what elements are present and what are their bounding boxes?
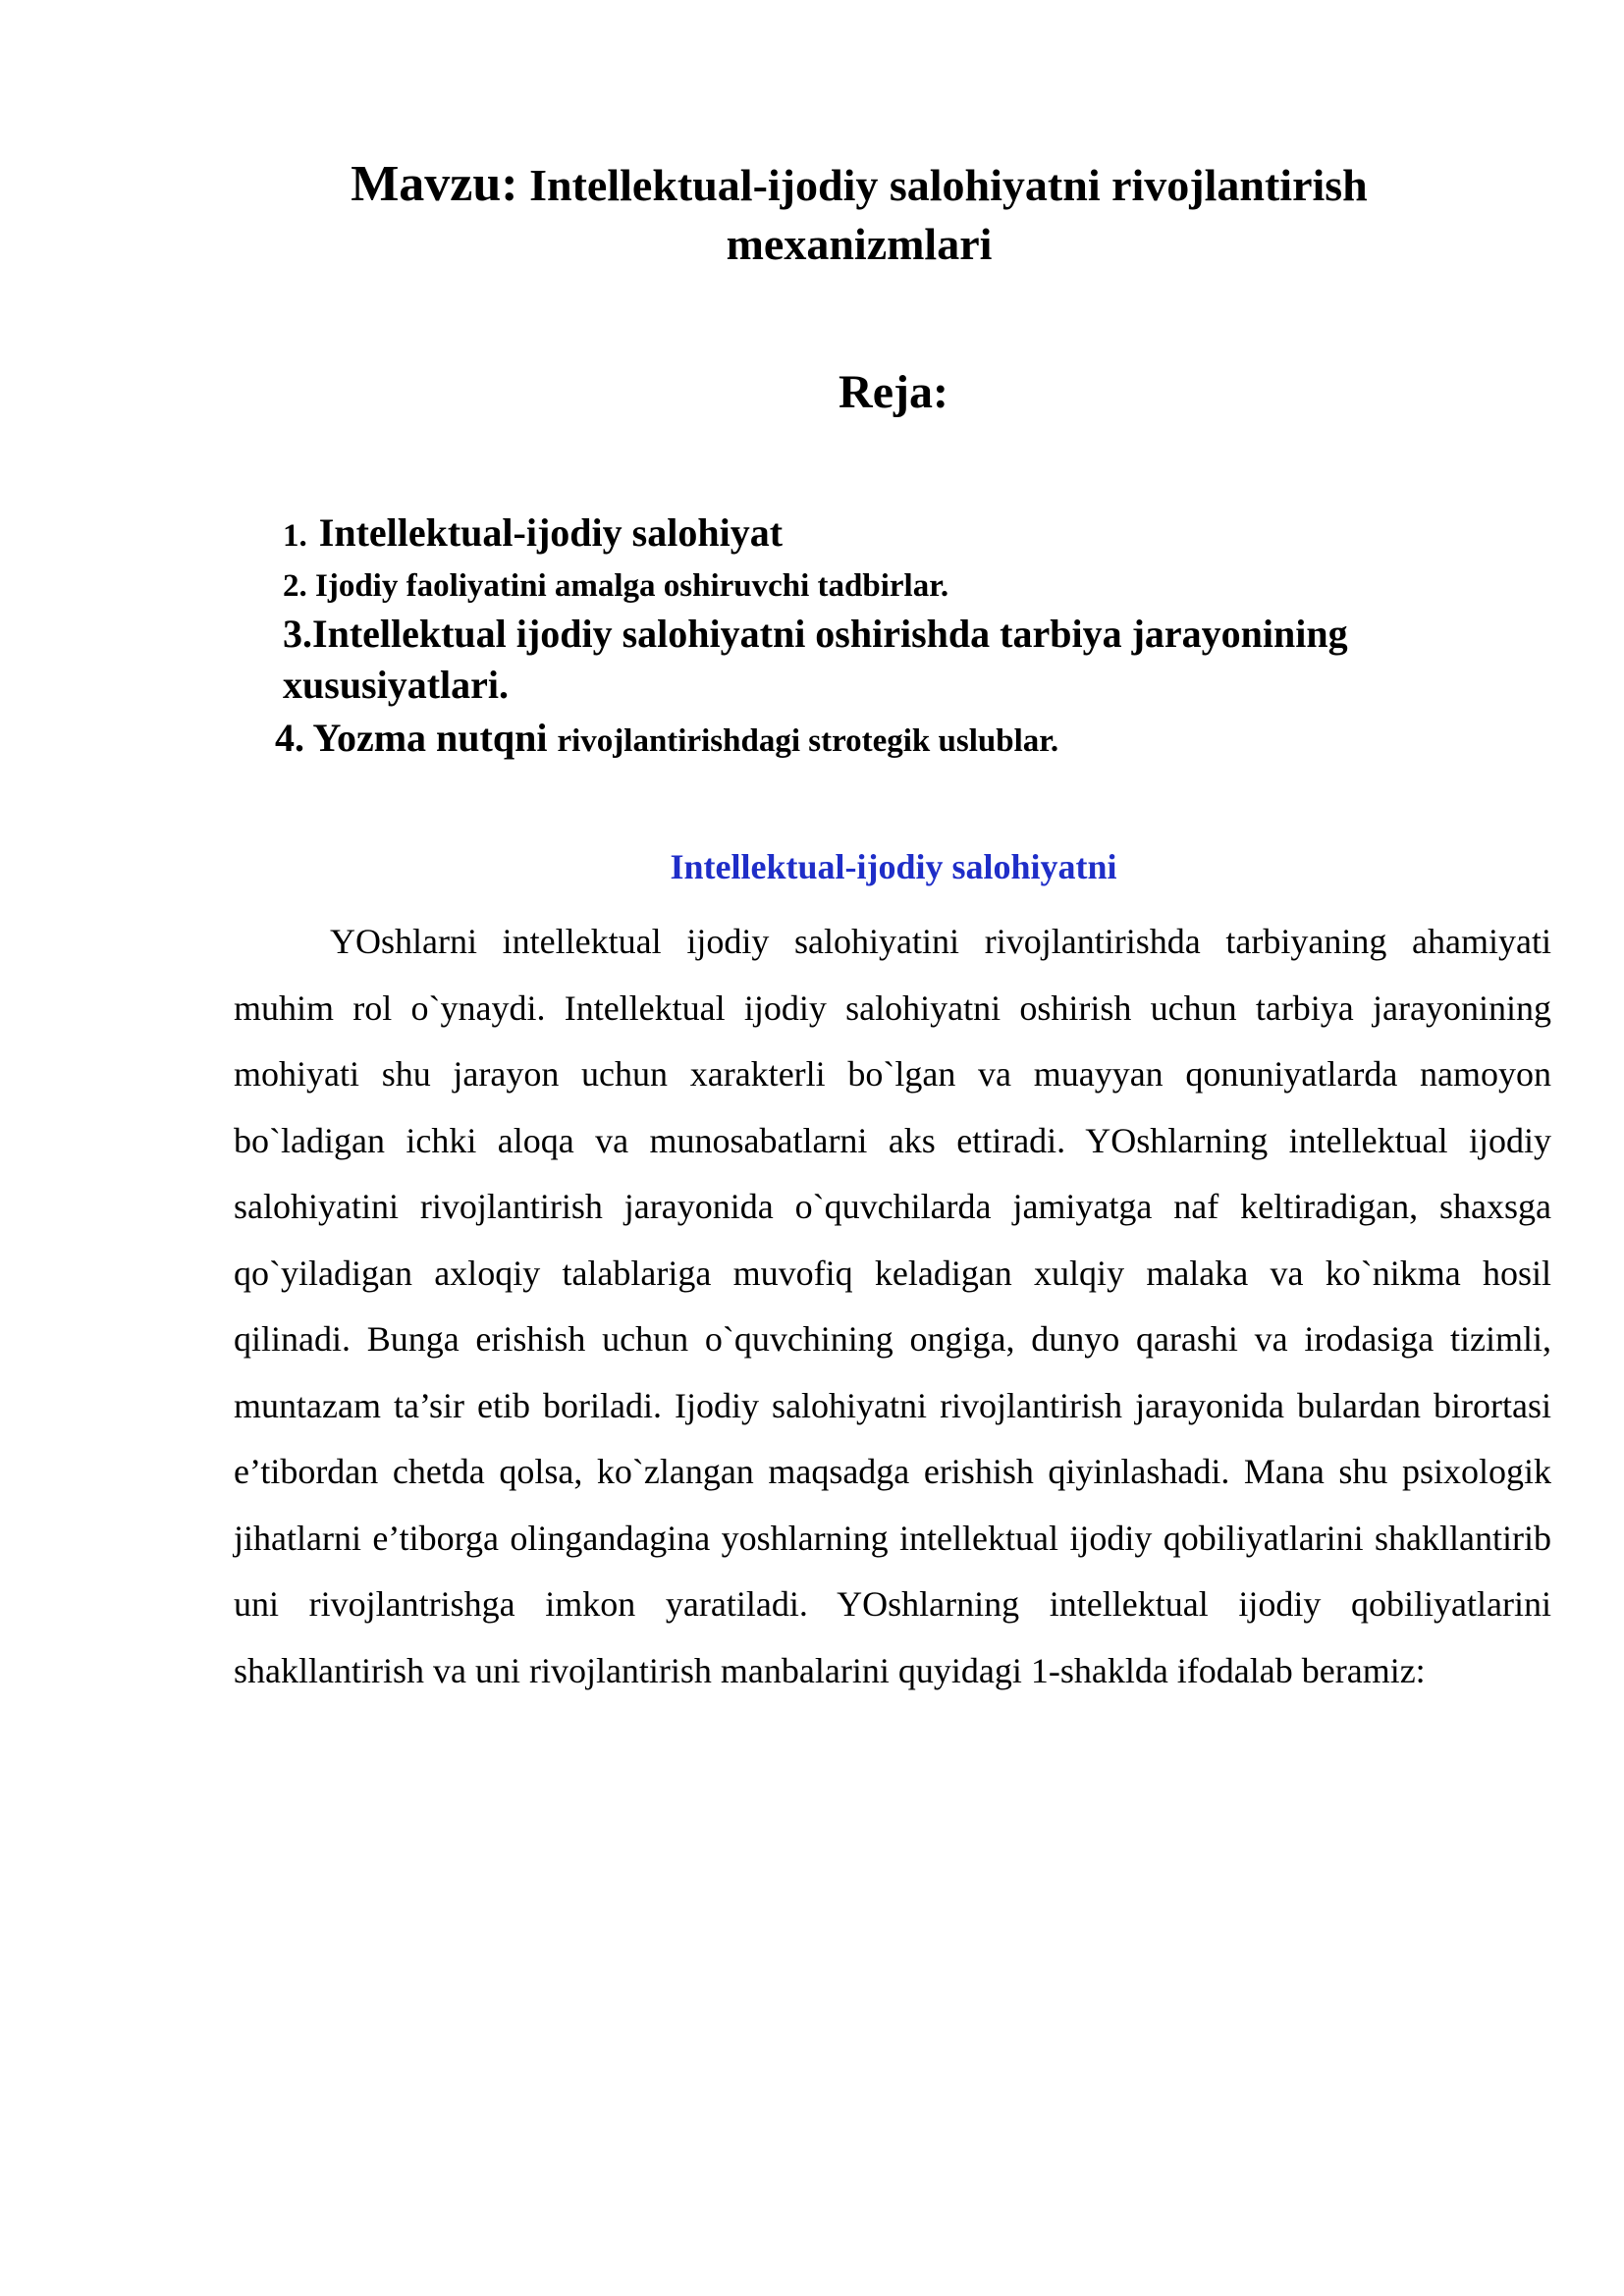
plan-item-4-text: rivojlantirishdagi strotegik uslublar. xyxy=(557,723,1059,759)
plan-item-1-number: 1. xyxy=(283,518,307,554)
document-title xyxy=(226,155,1492,274)
body-paragraph: YOshlarni intellektual ijodiy salohiyatini rivojlantirishda tarbiyaning ahamiyati muhim rol o`ynaydi. Intellektual ijodiy salohiyatni oshirish uchun tarbiya jarayonining mohiyati shu jarayon uchun xarakterli bo`lgan va muayyan qonuniyatlarda namoyon bo`ladigan ichki aloqa va munosabatlarni aks ettiradi. YOshlarning intellektual ijodiy salohiyatini rivojlantirish jarayonida o`quvchilarda jamiyatga naf keltiradigan, shaxsga qo`yiladigan axloqiy talablariga muvofiq keladigan xulqiy malaka va ko`nikma hosil qilinadi. Bunga erishish uchun o`quvchining ongiga, dunyo qarashi va irodasiga tizimli, muntazam ta’sir etib boriladi. Ijodiy salohiyatni rivojlantirish jarayonida bulardan birortasi e’tibordan chetda qolsa, ko`zlangan maqsadga erishish qiyinlashadi. Mana shu psixologik jihatlarni e’tiborga olingandagina yoshlarning intellektual ijodiy qobiliyatlarini shakllantirib uni rivojlantrishga imkon yaratiladi. YOshlarning intellektual ijodiy qobiliyatlarini shakllantirish va uni rivojlantirish manbalarini quyidagi 1-shaklda ifodalab beramiz: xyxy=(234,922,1551,1690)
plan-item-1 xyxy=(283,506,1540,563)
plan-list xyxy=(275,506,1532,769)
plan-item-3: 3.Intellektual ijodiy salohiyatni oshirishda tarbiya jarayonining xususiyatlari. xyxy=(283,612,1348,707)
plan-heading: Reja: xyxy=(839,366,948,418)
title-text: Intellektual-ijodiy salohiyatni rivojlantirish mexanizmlari xyxy=(529,160,1368,269)
plan-item-4-lead: 4. Yozma nutqni xyxy=(275,716,548,760)
section-heading: Intellektual-ijodiy salohiyatni xyxy=(670,847,1117,886)
title-lead: Mavzu: xyxy=(351,156,518,212)
plan-item-2: 2. Ijodiy faoliyatini amalga oshiruvchi tadbirlar. xyxy=(283,568,949,604)
plan-item-1-text: Intellektual-ijodiy salohiyat xyxy=(318,510,784,555)
plan-item-4 xyxy=(275,711,1532,769)
